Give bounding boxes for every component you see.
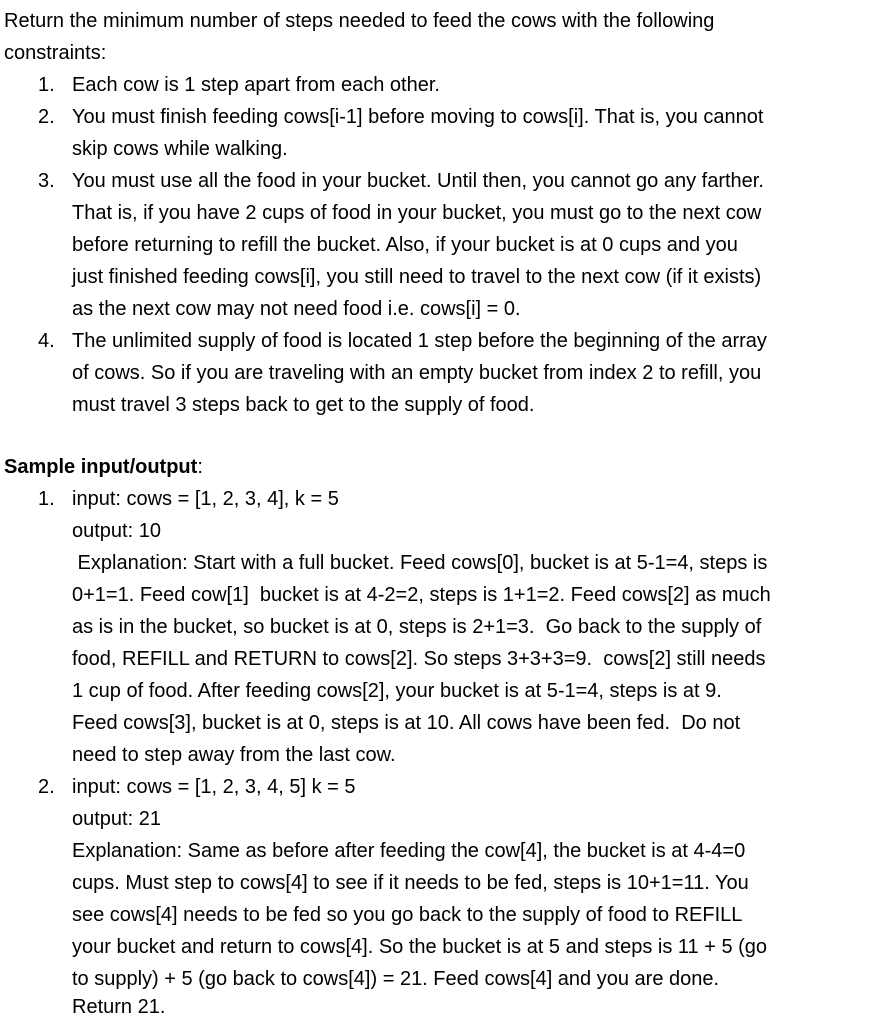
constraint-text: before returning to refill the bucket. Also, if your bucket is at 0 cups and you [72, 234, 738, 256]
constraint-text: as the next cow may not need food i.e. cows[i] = 0. [72, 298, 521, 320]
intro-line: Return the minimum number of steps needed to feed the cows with the following [4, 10, 715, 32]
constraint-number: 2. [38, 106, 55, 128]
constraint-text: Each cow is 1 step apart from each other. [72, 74, 440, 96]
sample-text: food, REFILL and RETURN to cows[2]. So steps 3+3+3=9. cows[2] still needs [72, 648, 766, 670]
sample-number: 1. [38, 488, 55, 510]
sample-text: as is in the bucket, so bucket is at 0, steps is 2+1=3. Go back to the supply of [72, 616, 762, 638]
intro-line: constraints: [4, 42, 107, 64]
section-heading-text: Sample input/output [4, 456, 198, 478]
constraint-text: The unlimited supply of food is located 1 step before the beginning of the array [72, 330, 767, 352]
sample-text: your bucket and return to cows[4]. So the bucket is at 5 and steps is 11 + 5 (go [72, 936, 768, 958]
sample-text: 0+1=1. Feed cow[1] bucket is at 4-2=2, steps is 1+1=2. Feed cows[2] as much [72, 584, 771, 606]
constraint-text: must travel 3 steps back to get to the supply of food. [72, 394, 535, 416]
sample-text: 1 cup of food. After feeding cows[2], your bucket is at 5-1=4, steps is at 9. [72, 680, 722, 702]
sample-text: output: 10 [72, 520, 161, 542]
sample-text: Feed cows[3], bucket is at 0, steps is at 10. All cows have been fed. Do not [72, 712, 741, 734]
section-heading [4, 455, 203, 479]
constraint-text: You must finish feeding cows[i-1] before moving to cows[i]. That is, you cannot [72, 106, 764, 128]
sample-number: 2. [38, 776, 55, 798]
sample-text: cups. Must step to cows[4] to see if it needs to be fed, steps is 10+1=11. You [72, 872, 749, 894]
constraint-text: You must use all the food in your bucket. Until then, you cannot go any farther. [72, 170, 764, 192]
constraint-text: of cows. So if you are traveling with an empty bucket from index 2 to refill, you [72, 362, 762, 384]
constraint-number: 1. [38, 74, 55, 96]
sample-text: Return 21. [72, 996, 166, 1018]
constraint-text: skip cows while walking. [72, 138, 288, 160]
sample-text: to supply) + 5 (go back to cows[4]) = 21. Feed cows[4] and you are done. [72, 968, 720, 990]
section-heading-colon: : [197, 456, 203, 478]
sample-text: see cows[4] needs to be fed so you go back to the supply of food to REFILL [72, 904, 743, 926]
sample-text: Explanation: Same as before after feeding the cow[4], the bucket is at 4-4=0 [72, 840, 746, 862]
sample-text: input: cows = [1, 2, 3, 4, 5] k = 5 [72, 776, 356, 798]
sample-text: input: cows = [1, 2, 3, 4], k = 5 [72, 488, 339, 510]
constraint-number: 3. [38, 170, 55, 192]
constraint-number: 4. [38, 330, 55, 352]
constraint-text: just finished feeding cows[i], you still need to travel to the next cow (if it exists) [72, 266, 762, 288]
sample-text: Explanation: Start with a full bucket. Feed cows[0], bucket is at 5-1=4, steps is [72, 552, 768, 574]
sample-text: need to step away from the last cow. [72, 744, 396, 766]
sample-text: output: 21 [72, 808, 161, 830]
constraint-text: That is, if you have 2 cups of food in your bucket, you must go to the next cow [72, 202, 762, 224]
